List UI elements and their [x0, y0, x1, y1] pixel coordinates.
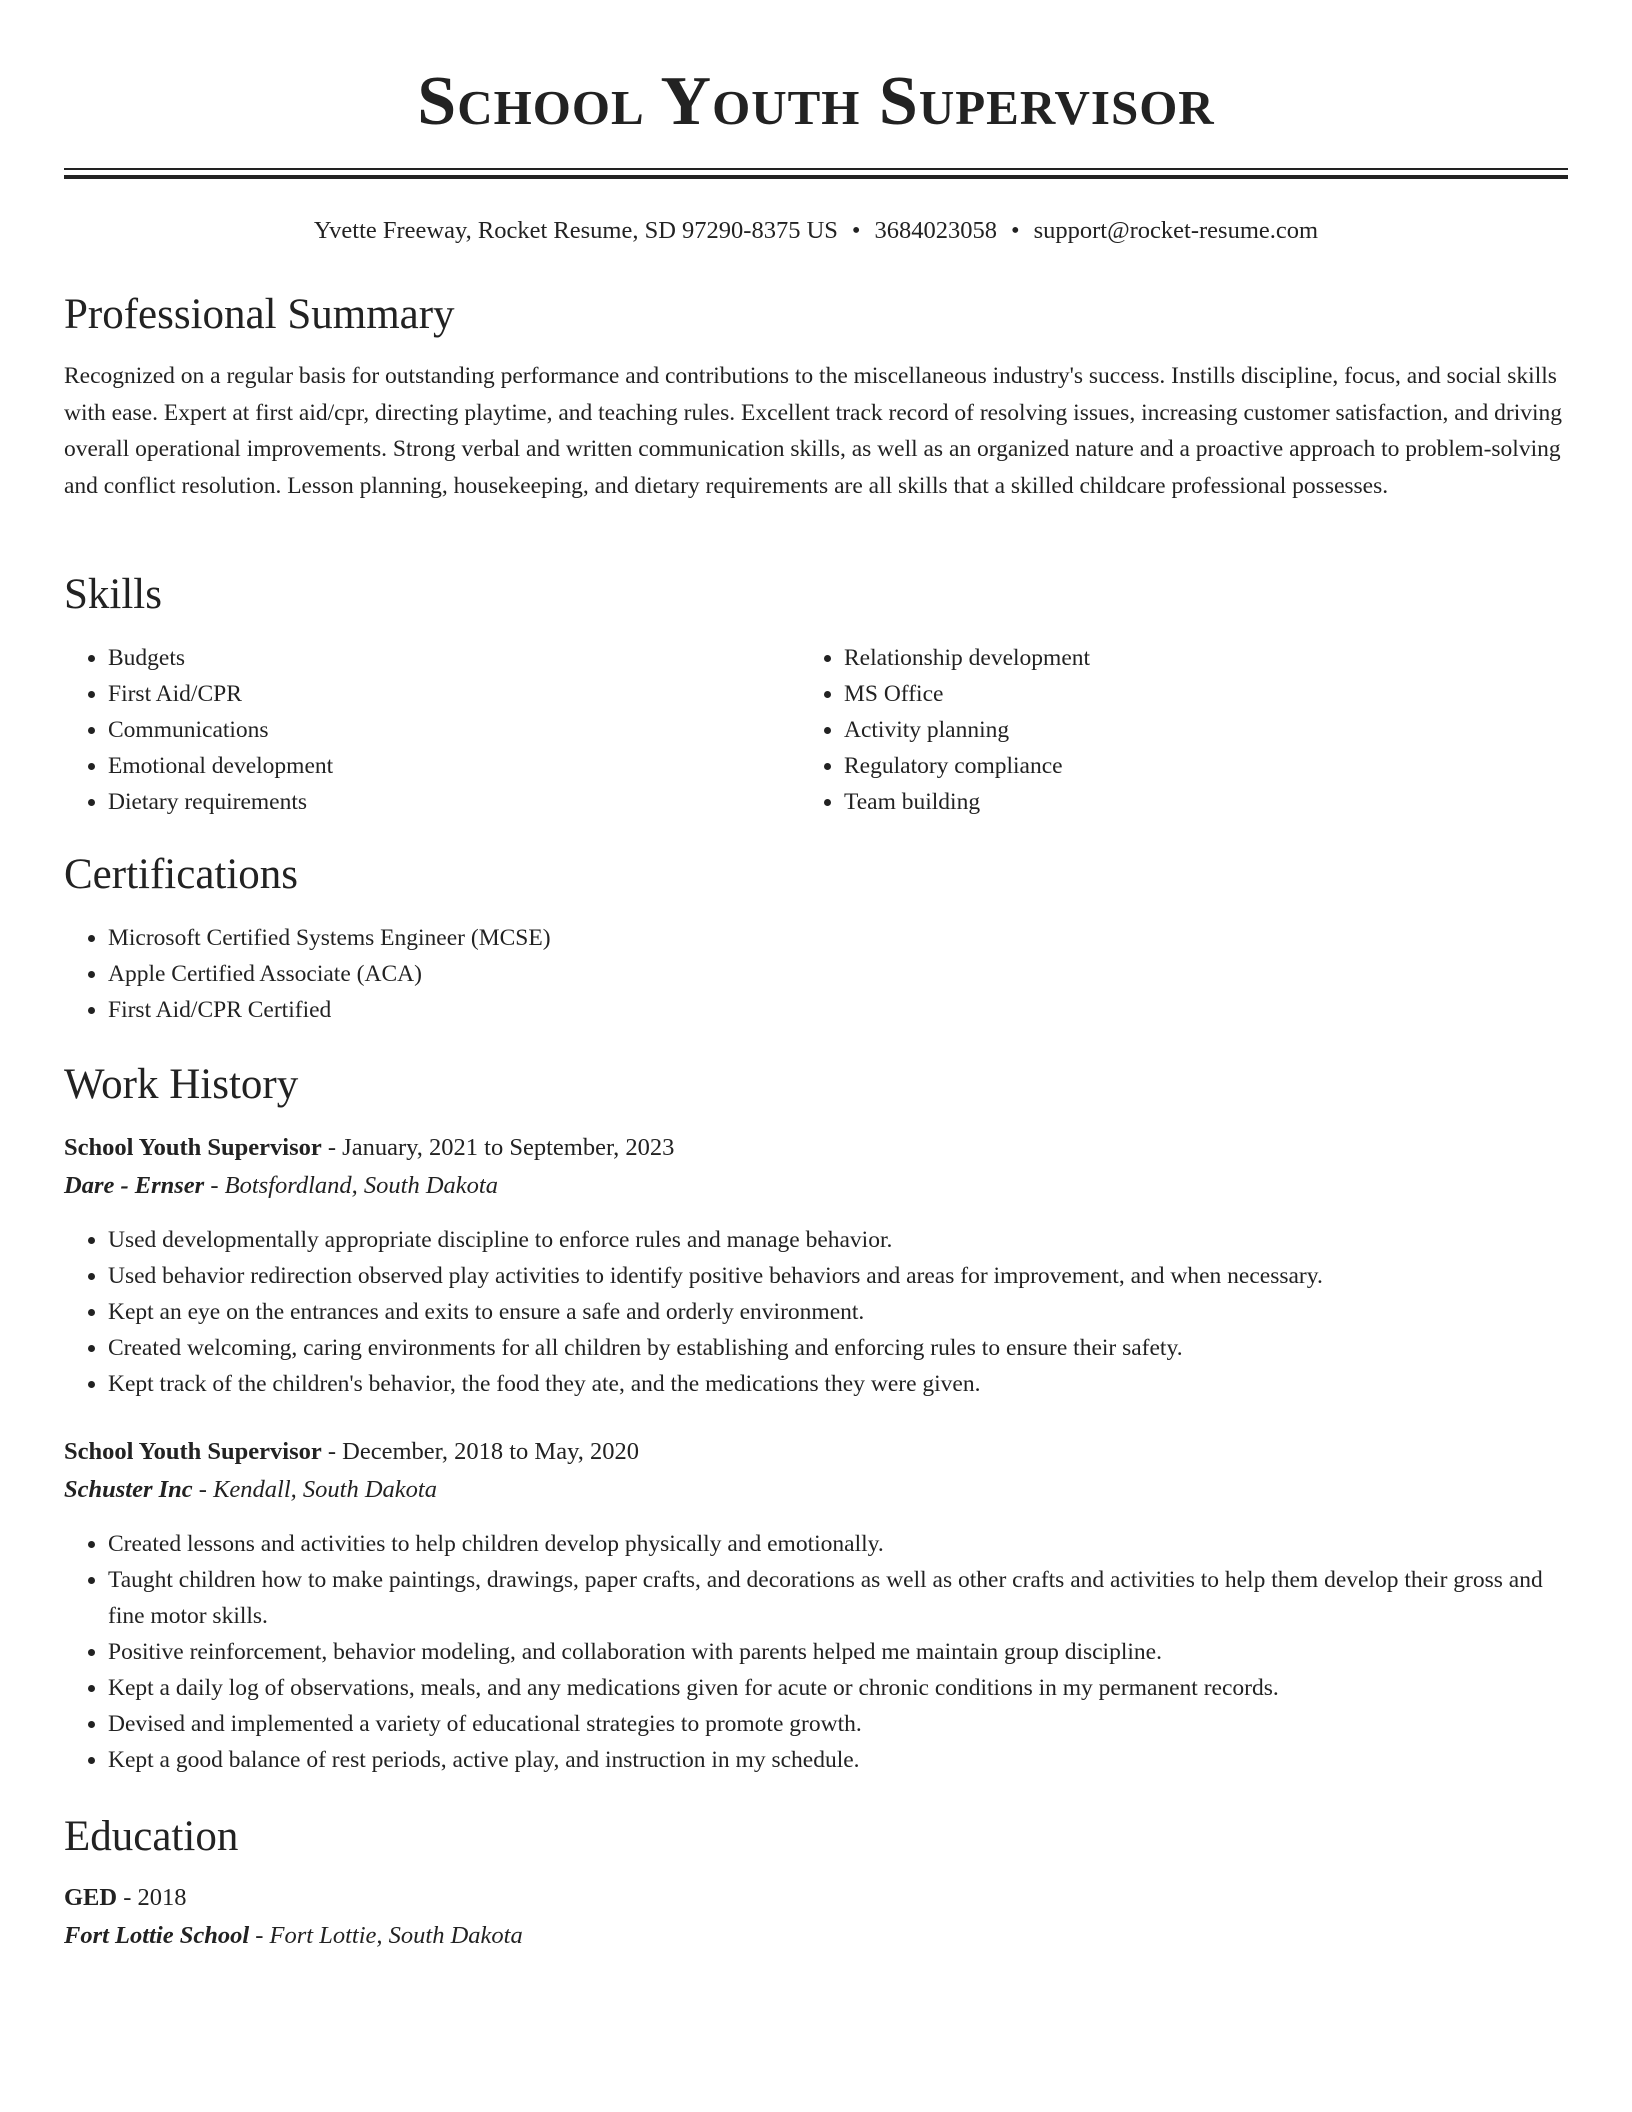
- skill-item: • Dietary requirements: [108, 784, 788, 820]
- contact-email: support@rocket-resume.com: [1033, 217, 1319, 244]
- skill-item: • First Aid/CPR: [108, 676, 788, 712]
- job-company-line: [64, 1168, 498, 1204]
- education-location: - Fort Lottie, South Dakota: [249, 1922, 523, 1949]
- summary-text: Recognized on a regular basis for outstanding performance and contributions to the miscellaneous industry's success. Instills discipline, focus, and social skills with ease. Expert at first aid/cpr, directing playtime, and teaching rules. Excellent track record of resolving issues, increasing customer satisfaction, and driving overall operational improvements. Strong verbal and written communication skills, as well as an organized nature and a proactive approach to problem-solving and conflict resolution. Lesson planning, housekeeping, and dietary requirements are all skills that a skilled childcare professional possesses.: [64, 363, 1562, 499]
- certification-item: • First Aid/CPR Certified: [108, 992, 1568, 1028]
- job-company: Dare - Ernser: [64, 1172, 205, 1199]
- education-degree-line: [64, 1880, 187, 1916]
- contact-line: [64, 214, 1568, 248]
- job-bullet: • Taught children how to make paintings, drawings, paper crafts, and decorations as well as other crafts and activities to help them develop their gross and fine motor skills.: [108, 1562, 1568, 1634]
- education-degree: GED: [64, 1884, 118, 1911]
- skill-item: • Regulatory compliance: [844, 748, 1544, 784]
- skill-item: • Budgets: [108, 640, 788, 676]
- job-dates: - January, 2021 to September, 2023: [321, 1134, 675, 1161]
- job-bullet: • Kept an eye on the entrances and exits to ensure a safe and orderly environment.: [108, 1294, 1568, 1330]
- job-role: School Youth Supervisor: [64, 1134, 322, 1161]
- education-school-line: [64, 1918, 523, 1954]
- skill-item: • Relationship development: [844, 640, 1544, 676]
- job-location: - Kendall, South Dakota: [192, 1476, 437, 1503]
- contact-phone: 3684023058: [874, 217, 997, 244]
- summary-heading: Professional Summary: [64, 291, 455, 338]
- skill-item: • MS Office: [844, 676, 1544, 712]
- job-bullets: [64, 1222, 1568, 1402]
- separator-dot: •: [851, 217, 861, 244]
- skills-list-right: [800, 640, 1544, 820]
- skills-list-left: [64, 640, 788, 820]
- job-bullet: • Created lessons and activities to help children develop physically and emotionally.: [108, 1526, 1568, 1562]
- job-bullet: • Kept track of the children's behavior, the food they ate, and the medications they were given.: [108, 1366, 1568, 1402]
- certifications-heading: Certifications: [64, 851, 299, 898]
- header-rule-thick: [64, 175, 1568, 179]
- education-year: - 2018: [117, 1884, 187, 1911]
- job-dates: - December, 2018 to May, 2020: [321, 1438, 639, 1465]
- separator-dot: •: [1011, 217, 1020, 244]
- job-title-line: [64, 1434, 639, 1470]
- job-bullet: • Created welcoming, caring environments for all children by establishing and enforcing rules to ensure their safety.: [108, 1330, 1568, 1366]
- job-bullet: • Kept a good balance of rest periods, active play, and instruction in my schedule.: [108, 1742, 1568, 1778]
- certification-item: • Microsoft Certified Systems Engineer (MCSE): [108, 920, 1568, 956]
- certification-item: • Apple Certified Associate (ACA): [108, 956, 1568, 992]
- resume-name-title: School Youth Supervisor: [417, 63, 1215, 140]
- education-school: Fort Lottie School: [64, 1922, 250, 1949]
- skills-heading: Skills: [64, 571, 162, 618]
- job-bullet: • Used behavior redirection observed play activities to identify positive behaviors and areas for improvement, and when necessary.: [108, 1258, 1568, 1294]
- skill-item: • Communications: [108, 712, 788, 748]
- job-company: Schuster Inc: [64, 1476, 193, 1503]
- work-history-heading: Work History: [64, 1061, 299, 1108]
- job-bullet: • Positive reinforcement, behavior modeling, and collaboration with parents helped me maintain group discipline.: [108, 1634, 1568, 1670]
- job-bullet: • Used developmentally appropriate discipline to enforce rules and manage behavior.: [108, 1222, 1568, 1258]
- header-rule-thin: [64, 168, 1568, 170]
- job-role: School Youth Supervisor: [64, 1438, 322, 1465]
- job-location: - Botsfordland, South Dakota: [204, 1172, 498, 1199]
- job-bullet: • Devised and implemented a variety of educational strategies to promote growth.: [108, 1706, 1568, 1742]
- job-bullet: • Kept a daily log of observations, meals, and any medications given for acute or chronic conditions in my permanent records.: [108, 1670, 1568, 1706]
- job-company-line: [64, 1472, 437, 1508]
- certifications-list: [64, 920, 1568, 1028]
- job-title-line: [64, 1130, 674, 1166]
- contact-address: Yvette Freeway, Rocket Resume, SD 97290-8375 US: [313, 217, 838, 244]
- skill-item: • Team building: [844, 784, 1544, 820]
- education-heading: Education: [64, 1813, 239, 1860]
- job-bullets: [64, 1526, 1568, 1778]
- skill-item: • Activity planning: [844, 712, 1544, 748]
- skill-item: • Emotional development: [108, 748, 788, 784]
